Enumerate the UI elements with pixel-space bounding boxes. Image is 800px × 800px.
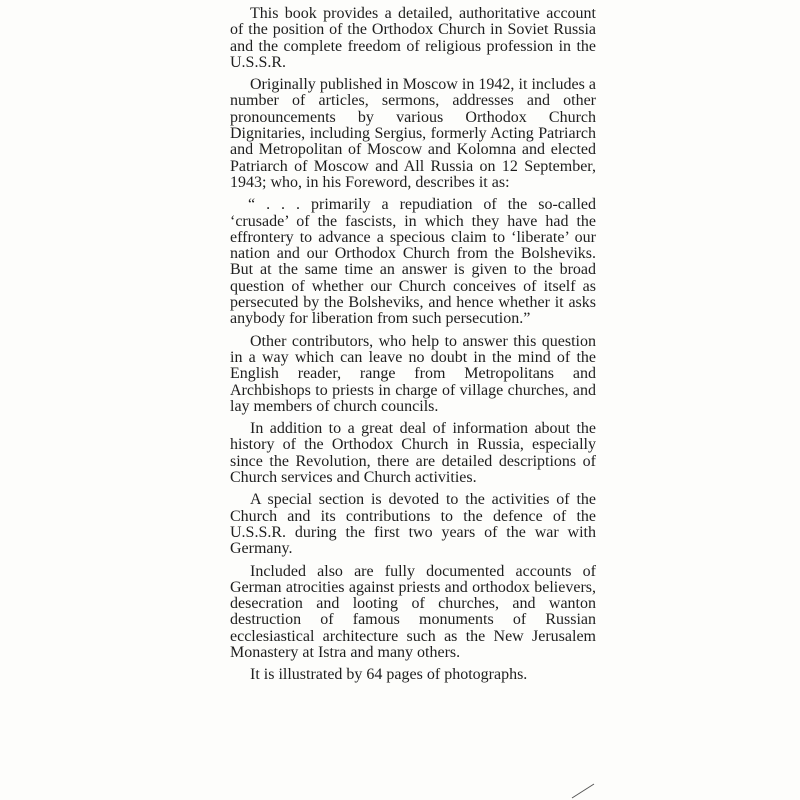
paragraph-intro: This book provides a detailed, authoritative account of the position of the Orthodox Church in Soviet Russia and the complete freedom of religious profession in the U.S.S.R. (230, 5, 596, 71)
blurb-text-column (230, 6, 596, 690)
paragraph-war-section: A special section is devoted to the activities of the Church and its contributions to the defence of the U.S.S.R. during the first two years of the war with Germany. (230, 491, 596, 558)
pencil-mark-icon (568, 780, 598, 800)
paragraph-atrocities: Included also are fully documented accounts of German atrocities against priests and orthodox believers, desecration and looting of churches, and wanton destruction of famous monuments of Russian ecclesiastical architecture such as the New Jerusalem Monastery at Istra and many others. (230, 562, 596, 661)
paragraph-illustrations: It is illustrated by 64 pages of photographs. (250, 666, 528, 684)
paragraph-contributors: Other contributors, who help to answer this question in a way which can leave no doubt in the mind of the English reader, range from Metropolitans and Archbishops to priests in charge of village churches, and lay members of church councils. (230, 332, 596, 415)
paragraph-history: In addition to a great deal of information about the history of the Orthodox Church in Russia, especially since the Revolution, there are detailed descriptions of Church services and Church activities. (230, 420, 596, 487)
paragraph-foreword-quote: “ . . . primarily a repudiation of the so-called ‘crusade’ of the fascists, in which they have had the effrontery to advance a specious claim to ‘liberate’ our nation and our Orthodox Church from the Bolsheviks. But at the same time an answer is given to the broad question of whether our Church conceives of itself as persecuted by the Bolsheviks, and hence whether it asks anybody for liberation from such persecution.” (230, 196, 596, 328)
paragraph-origin: Originally published in Moscow in 1942, it includes a number of articles, sermons, addresses and other pronouncements by various Orthodox Church Dignitaries, including Sergius, formerly Acting Patriarch and Metropolitan of Moscow and Kolomna and elected Patriarch of Moscow and All Russia on 12 September, 1943; who, in his Foreword, describes it as: (230, 76, 596, 191)
